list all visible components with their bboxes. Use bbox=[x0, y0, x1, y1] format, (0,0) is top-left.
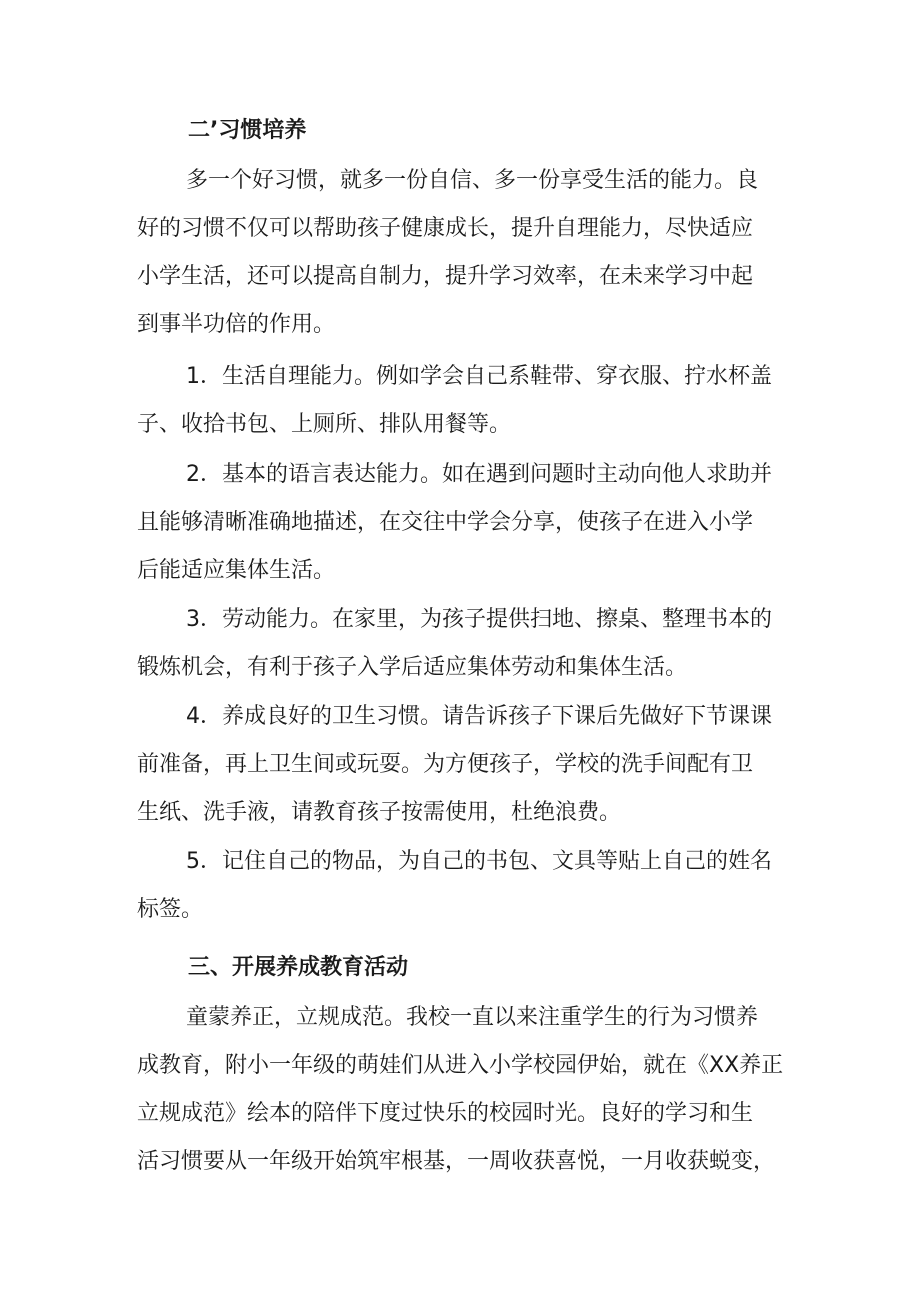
paragraph-line: 立规成范》绘本的陪伴下度过快乐的校园时光。良好的学习和生 bbox=[137, 1101, 754, 1126]
paragraph-line: 成教育，附小一年级的萌娃们从进入小学校园伊始，就在《XX养正 bbox=[137, 1053, 784, 1078]
list-item-line: 锻炼机会，有利于孩子入学后适应集体劳动和集体生活。 bbox=[137, 655, 688, 680]
paragraph-line: 多一个好习惯，就多一份自信、多一份享受生活的能力。良 bbox=[186, 168, 759, 193]
list-item-line: 5．记住自己的物品，为自己的书包、文具等贴上自己的姓名 bbox=[186, 849, 772, 874]
list-item-line: 生纸、洗手液，请教育孩子按需使用，杜绝浪费。 bbox=[137, 800, 622, 825]
section-heading-habits: 二’习惯培养 bbox=[188, 118, 307, 143]
list-item-line: 1．生活自理能力。例如学会自己系鞋带、穿衣服、拧水杯盖 bbox=[186, 364, 772, 389]
list-item-line: 且能够清晰准确地描述，在交往中学会分享，使孩子在进入小学 bbox=[137, 510, 754, 535]
paragraph-line: 好的习惯不仅可以帮助孩子健康成长，提升自理能力，尽快适应 bbox=[137, 216, 754, 241]
section-heading-activities: 三、开展养成教育活动 bbox=[188, 955, 409, 980]
paragraph-line: 到事半功倍的作用。 bbox=[137, 312, 336, 337]
paragraph-line: 活习惯要从一年级开始筑牢根基，一周收获喜悦，一月收获蜕变， bbox=[137, 1149, 776, 1174]
list-item-line: 2．基本的语言表达能力。如在遇到问题时主动向他人求助并 bbox=[186, 462, 772, 487]
list-item-line: 3．劳动能力。在家里，为孩子提供扫地、擦桌、整理书本的 bbox=[186, 607, 772, 632]
list-item-line: 4．养成良好的卫生习惯。请告诉孩子下课后先做好下节课课 bbox=[186, 704, 772, 729]
paragraph-line: 童蒙养正，立规成范。我校一直以来注重学生的行为习惯养 bbox=[186, 1005, 759, 1030]
list-item-line: 后能适应集体生活。 bbox=[137, 558, 336, 583]
list-item-line: 前准备，再上卫生间或玩耍。为方便孩子，学校的洗手间配有卫 bbox=[137, 752, 754, 777]
paragraph-line: 小学生活，还可以提高自制力，提升学习效率，在未来学习中起 bbox=[137, 264, 754, 289]
list-item-line: 子、收拾书包、上厕所、排队用餐等。 bbox=[137, 412, 512, 437]
list-item-line: 标签。 bbox=[137, 897, 204, 922]
